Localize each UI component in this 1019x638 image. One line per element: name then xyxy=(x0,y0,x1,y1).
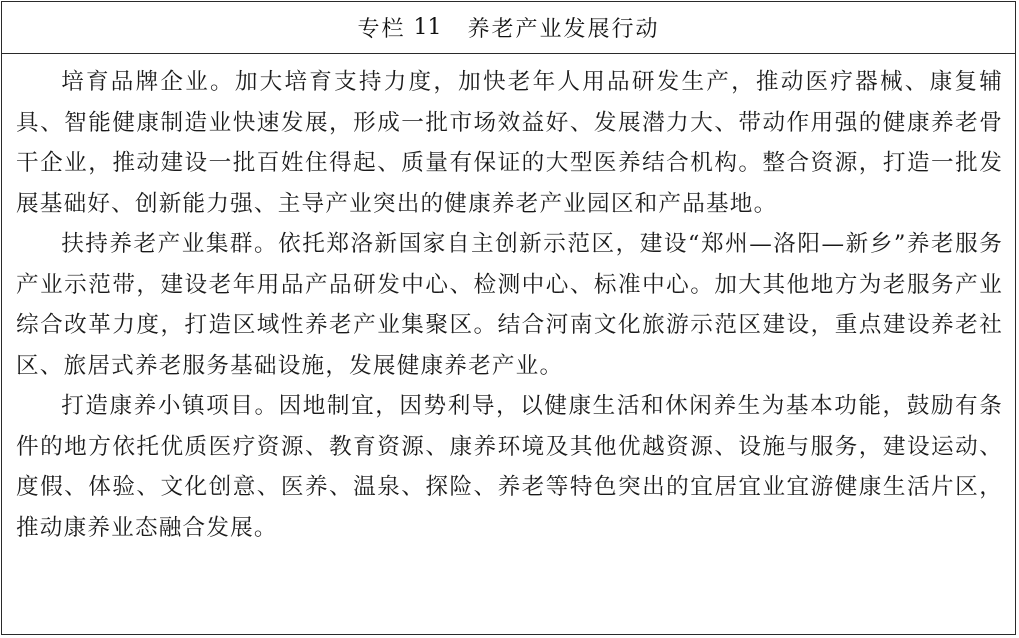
column-header xyxy=(2,2,1015,54)
column-title: 养老产业发展行动 xyxy=(467,17,660,42)
column-box xyxy=(1,1,1016,635)
paragraph-industry-cluster: 扶持养老产业集群。依托郑洛新国家自主创新示范区，建设“郑州—洛阳—新乡”养老服务产业示范带，建设老年用品产品研发中心、检测中心、标准中心。加大其他地方为老服务产业综合改革力度，打造区域性养老产业集聚区。结合河南文化旅游示范区建设，重点建设养老社区、旅居式养老服务基础设施，发展健康养老产业。 xyxy=(16,231,1003,379)
column-number: 11 xyxy=(413,15,442,40)
column-label: 专栏 xyxy=(357,17,406,42)
paragraph-brand-enterprises: 培育品牌企业。加大培育支持力度，加快老年人用品研发生产，推动医疗器械、康复辅具、智能健康制造业快速发展，形成一批市场效益好、发展潜力大、带动作用强的健康养老骨干企业，推动建设一批百姓住得起、质量有保证的大型医养结合机构。整合资源，打造一批发展基础好、创新能力强、主导产业突出的健康养老产业园区和产品基地。 xyxy=(16,69,1003,217)
paragraph-wellness-town: 打造康养小镇项目。因地制宜，因势利导，以健康生活和休闲养生为基本功能，鼓励有条件的地方依托优质医疗资源、教育资源、康养环境及其他优越资源、设施与服务，建设运动、度假、体验、文化创意、医养、温泉、探险、养老等特色突出的宜居宜业宜游健康生活片区，推动康养业态融合发展。 xyxy=(16,393,1003,541)
column-body xyxy=(2,54,1015,548)
